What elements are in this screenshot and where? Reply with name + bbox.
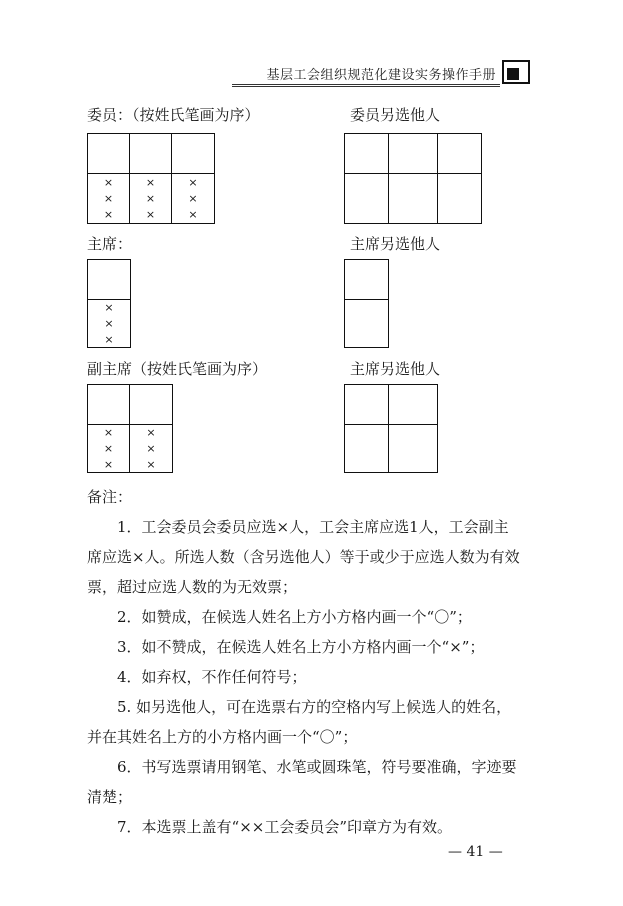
vice-chair-alt-name-cell-1[interactable] [345, 425, 389, 473]
note-item-6: 6．书写选票请用钢笔、水笔或圆珠笔，符号要准确，字迹要清楚； [87, 758, 517, 806]
running-header-title: 基层工会组织规范化建设实务操作手册 [266, 68, 496, 83]
chair-name-cell: × × × [88, 300, 131, 348]
chair-alt-grid [344, 259, 389, 348]
note-item-7: 7．本选票上盖有“××工会委员会”印章方为有效。 [117, 818, 453, 836]
header-rule-double [232, 86, 500, 87]
committee-mark-box-2[interactable] [130, 134, 172, 174]
committee-mark-box-3[interactable] [172, 134, 215, 174]
vice-chair-name-cell-2: × × × [130, 425, 173, 473]
page-number: — 41 — [448, 844, 503, 860]
vice-chair-label: 副主席（按姓氏笔画为序） [87, 360, 268, 378]
committee-name-cell-2: × × × [130, 174, 172, 224]
vice-chair-mark-box-1[interactable] [88, 385, 130, 425]
committee-alt-name-cell-1[interactable] [345, 174, 389, 224]
vice-chair-alt-mark-box-1[interactable] [345, 385, 389, 425]
chair-label: 主席： [87, 235, 133, 253]
committee-alt-grid [344, 133, 482, 224]
chair-alt-label: 主席另选他人 [350, 235, 441, 253]
notes-section [87, 482, 523, 842]
vice-chair-alt-grid [344, 384, 438, 473]
header-corner-mark-icon [502, 60, 530, 84]
committee-alt-name-cell-3[interactable] [438, 174, 482, 224]
committee-alt-mark-box-1[interactable] [345, 134, 389, 174]
header-rule [232, 84, 500, 85]
chair-mark-box[interactable] [88, 260, 131, 300]
committee-mark-box-1[interactable] [88, 134, 130, 174]
vice-chair-mark-box-2[interactable] [130, 385, 173, 425]
committee-alt-mark-box-2[interactable] [389, 134, 438, 174]
committee-alt-mark-box-3[interactable] [438, 134, 482, 174]
notes-title: 备注： [87, 488, 133, 506]
committee-name-cell-1: × × × [88, 174, 130, 224]
committee-alt-name-cell-2[interactable] [389, 174, 438, 224]
chair-alt-mark-box[interactable] [345, 260, 389, 300]
vice-chair-alt-label: 主席另选他人 [350, 360, 441, 378]
vice-chair-ballot-grid [87, 384, 173, 473]
note-item-2: 2．如赞成，在候选人姓名上方小方格内画一个“〇”； [117, 608, 472, 626]
chair-ballot-grid [87, 259, 131, 348]
vice-chair-name-cell-1: × × × [88, 425, 130, 473]
committee-name-cell-3: × × × [172, 174, 215, 224]
committee-alt-label: 委员另选他人 [350, 106, 441, 124]
note-item-1: 1．工会委员会委员应选×人，工会主席应选1人，工会副主席应选×人。所选人数（含另选他人）等于或少于应选人数为有效票，超过应选人数的为无效票； [87, 518, 520, 596]
chair-alt-name-cell[interactable] [345, 300, 389, 348]
vice-chair-alt-name-cell-2[interactable] [389, 425, 438, 473]
committee-label: 委员：（按姓氏笔画为序） [87, 106, 260, 124]
committee-ballot-grid [87, 133, 215, 224]
vice-chair-alt-mark-box-2[interactable] [389, 385, 438, 425]
note-item-4: 4．如弃权，不作任何符号； [117, 668, 307, 686]
note-item-5: 5. 如另选他人，可在选票右方的空格内写上候选人的姓名，并在其姓名上方的小方格内画一个“〇”； [87, 698, 512, 746]
note-item-3: 3．如不赞成，在候选人姓名上方小方格内画一个“×”； [117, 638, 485, 656]
